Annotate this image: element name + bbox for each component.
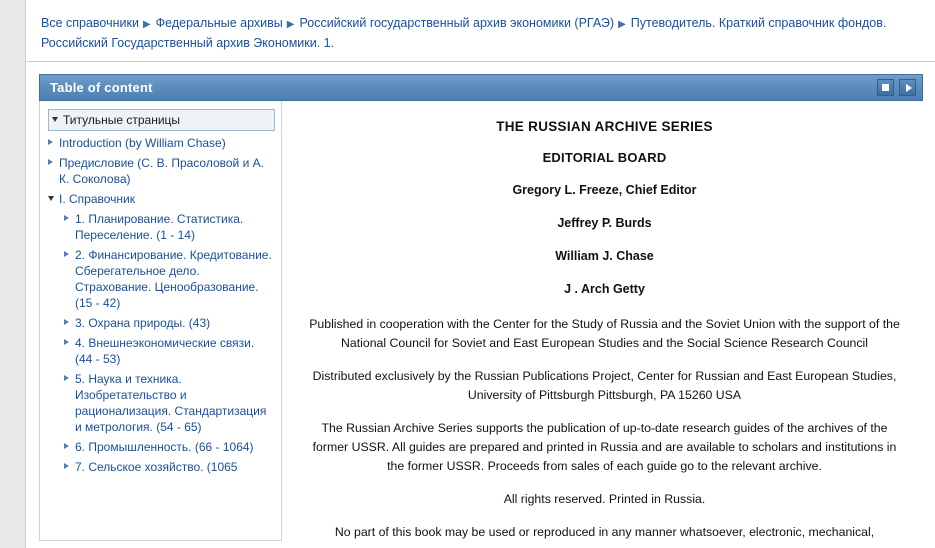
editorial-person: Gregory L. Freeze, Chief Editor bbox=[512, 183, 697, 197]
chevron-down-icon bbox=[52, 117, 58, 122]
editorial-person: Jeffrey P. Burds bbox=[557, 216, 652, 230]
chevron-right-icon bbox=[48, 159, 53, 165]
chevron-right-icon bbox=[64, 463, 69, 469]
document-paragraph: All rights reserved. Printed in Russia. bbox=[503, 492, 706, 506]
editorial-person: William J. Chase bbox=[555, 249, 654, 263]
document-paragraph: Published in cooperation with the Center for the Study of Russia and the Soviet Union with the support of the National Council for Soviet and East European Studies and the Social Science Research Council bbox=[309, 317, 900, 350]
toc-item-4-vneshneekonomicheskie-svyazi[interactable] bbox=[48, 333, 275, 369]
toc-item-spravochnik[interactable] bbox=[48, 189, 275, 209]
toc-item-1-planirovanie[interactable] bbox=[48, 209, 275, 245]
left-gutter bbox=[0, 0, 26, 548]
stop-button[interactable] bbox=[877, 79, 894, 96]
content-area bbox=[27, 0, 935, 548]
toc-item-5-nauka-i-tehnika[interactable] bbox=[48, 369, 275, 437]
toc-item-label: 7. Сельское хозяйство. (1065 bbox=[75, 460, 238, 474]
chevron-right-icon: ▶ bbox=[142, 19, 151, 30]
chevron-down-icon bbox=[48, 196, 54, 201]
chevron-right-icon bbox=[64, 319, 69, 325]
chevron-right-icon: ▶ bbox=[618, 19, 626, 30]
toc-item-label: Introduction (by William Chase) bbox=[59, 136, 226, 150]
toc-item-2-finansirovanie[interactable] bbox=[48, 245, 275, 313]
chevron-right-icon: ▶ bbox=[286, 19, 295, 30]
toc-item-label: Титульные страницы bbox=[63, 113, 181, 127]
document-paragraph: No part of this book may be used or reproduced in any manner whatsoever, electronic, mechanical, bbox=[334, 525, 875, 539]
play-icon bbox=[906, 84, 912, 92]
toc-item-label: 4. Внешнеэкономические связи. (44 - 53) bbox=[75, 336, 255, 366]
chevron-right-icon bbox=[64, 443, 69, 449]
chevron-right-icon bbox=[64, 215, 69, 221]
toc-panel[interactable] bbox=[39, 101, 282, 541]
breadcrumb-item-4[interactable]: Путеводитель. Краткий справочник фондов. Российский Государственный архив Экономики. 1. bbox=[41, 16, 887, 50]
toc-item-label: 1. Планирование. Статистика. Переселение. (1 - 14) bbox=[75, 212, 244, 242]
toc-item-3-ohrana-prirody[interactable] bbox=[48, 313, 275, 333]
toc-item-7-selskoe-hozyajstvo[interactable] bbox=[48, 457, 275, 477]
document-paragraph: The Russian Archive Series supports the publication of up-to-date research guides of the archives of the former USSR. All guides are prepared and printed in Russia and are available to scholars and institutions in the former USSR. Proceeds from sales of each guide go to the relevant archive. bbox=[312, 421, 897, 473]
breadcrumb-item-1[interactable]: Все справочники bbox=[41, 16, 139, 30]
toc-item-6-promyshlennost[interactable] bbox=[48, 437, 275, 457]
table-of-content-title: Table of content bbox=[50, 80, 153, 95]
toc-item-titulnye-stranicy[interactable] bbox=[48, 109, 275, 131]
toc-item-label: 3. Охрана природы. (43) bbox=[75, 316, 211, 330]
toc-item-label: 5. Наука и техника. Изобретательство и рационализация. Стандартизация и метрология. (54 - 65) bbox=[75, 372, 267, 434]
stop-icon bbox=[882, 84, 889, 91]
breadcrumb bbox=[27, 0, 935, 62]
chevron-right-icon bbox=[64, 251, 69, 257]
toc-item-label: 2. Финансирование. Кредитование. Сберегательное дело. Страхование. Ценообразование. (15 - 42) bbox=[75, 248, 272, 310]
toc-item-label: I. Справочник bbox=[59, 192, 135, 206]
chevron-right-icon bbox=[48, 139, 53, 145]
chevron-right-icon bbox=[64, 375, 69, 381]
document-panel bbox=[282, 101, 923, 541]
document-subtitle: EDITORIAL BOARD bbox=[542, 150, 667, 165]
document-paragraph: Distributed exclusively by the Russian Publications Project, Center for Russian and East European Studies, University of Pittsburgh Pittsburgh, PA 15260 USA bbox=[312, 369, 897, 402]
document-title: THE RUSSIAN ARCHIVE SERIES bbox=[496, 119, 713, 134]
toc-item-introduction[interactable] bbox=[48, 133, 275, 153]
toc-item-predislovie[interactable] bbox=[48, 153, 275, 189]
play-button[interactable] bbox=[899, 79, 916, 96]
toc-item-label: Предисловие (С. В. Прасоловой и А. К. Соколова) bbox=[59, 156, 264, 186]
toc-item-label: 6. Промышленность. (66 - 1064) bbox=[75, 440, 254, 454]
chevron-right-icon bbox=[64, 339, 69, 345]
editorial-person: J . Arch Getty bbox=[564, 282, 645, 296]
breadcrumb-item-2[interactable]: Федеральные архивы bbox=[155, 16, 283, 30]
body-wrapper bbox=[39, 101, 923, 541]
table-of-content-header bbox=[39, 74, 923, 101]
breadcrumb-item-3[interactable]: Российский государственный архив экономики (РГАЭ) bbox=[299, 16, 615, 30]
